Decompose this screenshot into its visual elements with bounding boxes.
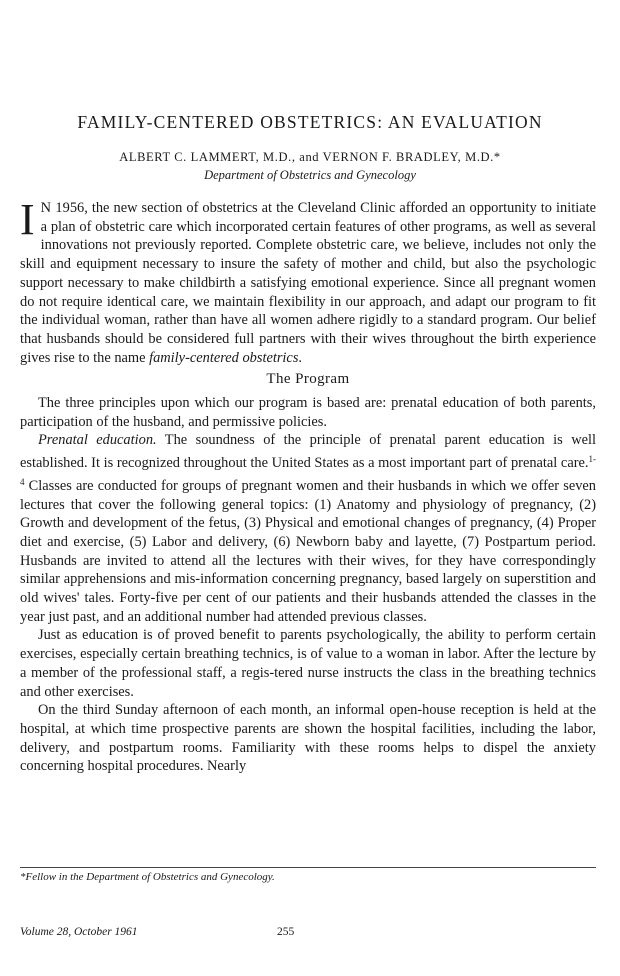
reference-superscript: 1-4 [20, 454, 596, 487]
program-paragraph-3: Just as education is of proved benefit to parents psychologically, the ability to perform certain exercises, especially certain breathing technics, is of value to a woman in labor. After the lecture by a member of the professional staff, a regis-tered nurse instructs the class in the breathing technics and other exercises. [20, 627, 596, 700]
volume-info: Volume 28, October 1961 [20, 926, 138, 938]
subsection-lead: Prenatal education. [38, 432, 157, 449]
article-title: FAMILY-CENTERED OBSTETRICS: AN EVALUATION [77, 112, 543, 132]
program-paragraph-4: On the third Sunday afternoon of each month, an informal open-house reception is held at the hospital, at which time prospective parents are shown the hospital facilities, including the labor, delivery, and postpartum rooms. Familiarity with these rooms helps to dispel the anxiety concerning hospital procedures. Nearly [20, 702, 596, 775]
footnote: *Fellow in the Department of Obstetrics and Gynecology. [20, 871, 275, 883]
intro-paragraph [20, 195, 596, 367]
paragraph-2-text-b: Classes are conducted for groups of pregnant women and their husbands in which we offer seven lectures that cover the following general topics: (1) Anatomy and physiology of pregnancy, (2) Growth and development of the fetus, (3) Physical and emotional changes of pregnancy, (4) Proper diet and exercise, (5) Labor and delivery, (6) Newborn baby and layette, (7) Postpartum period. Husbands are invited to attend all the lectures with their wives, for they have correspondingly similar apprehensions and mis-information concerning pregnancy, based largely on superstition and old wives' tales. Forty-five per cent of our patients and their husbands attended the classes in the year just past, and an additional number had attended previous classes. [20, 477, 596, 625]
footnote-divider [20, 867, 596, 868]
paragraph-2-text-a: The soundness of the principle of prenatal parent education is well established. It is recognized throughout the United States as a most important part of prenatal care. [20, 432, 596, 472]
section-heading: The Program [266, 371, 350, 388]
article-authors: ALBERT C. LAMMERT, M.D., and VERNON F. BRADLEY, M.D.* [119, 150, 501, 164]
intro-lead: N [40, 200, 52, 216]
intro-end: . [298, 349, 303, 366]
intro-text: 1956, the new section of obstetrics at the Cleveland Clinic afforded an opportunity to initiate a plan of obstetric care which incorporated certain features of other programs, as well as several innovations not previously reported. Complete obstetric care, we believe, includes not only the skill and equipment necessary to insure the safety of mother and child, but also the psychologic support necessary to make childbirth a satisfying emotional experience. Since all pregnant women do not require identical care, we maintain flexibility in our approach, and adapt our program to fit the individual woman, rather than have all women adhere rigidly to a standard program. Our belief that husbands should be considered full partners with their wives throughout the birth experience gives rise to the name [20, 200, 596, 366]
intro-emphasis: family-centered obstetrics [149, 349, 299, 366]
page-number: 255 [277, 926, 295, 938]
drop-cap: I [20, 195, 35, 244]
article-body [20, 195, 596, 776]
program-paragraph-2 [20, 431, 596, 626]
program-paragraph-1: The three principles upon which our program is based are: prenatal education of both parents, participation of the husband, and permissive policies. [20, 395, 596, 430]
article-department: Department of Obstetrics and Gynecology [204, 168, 416, 182]
